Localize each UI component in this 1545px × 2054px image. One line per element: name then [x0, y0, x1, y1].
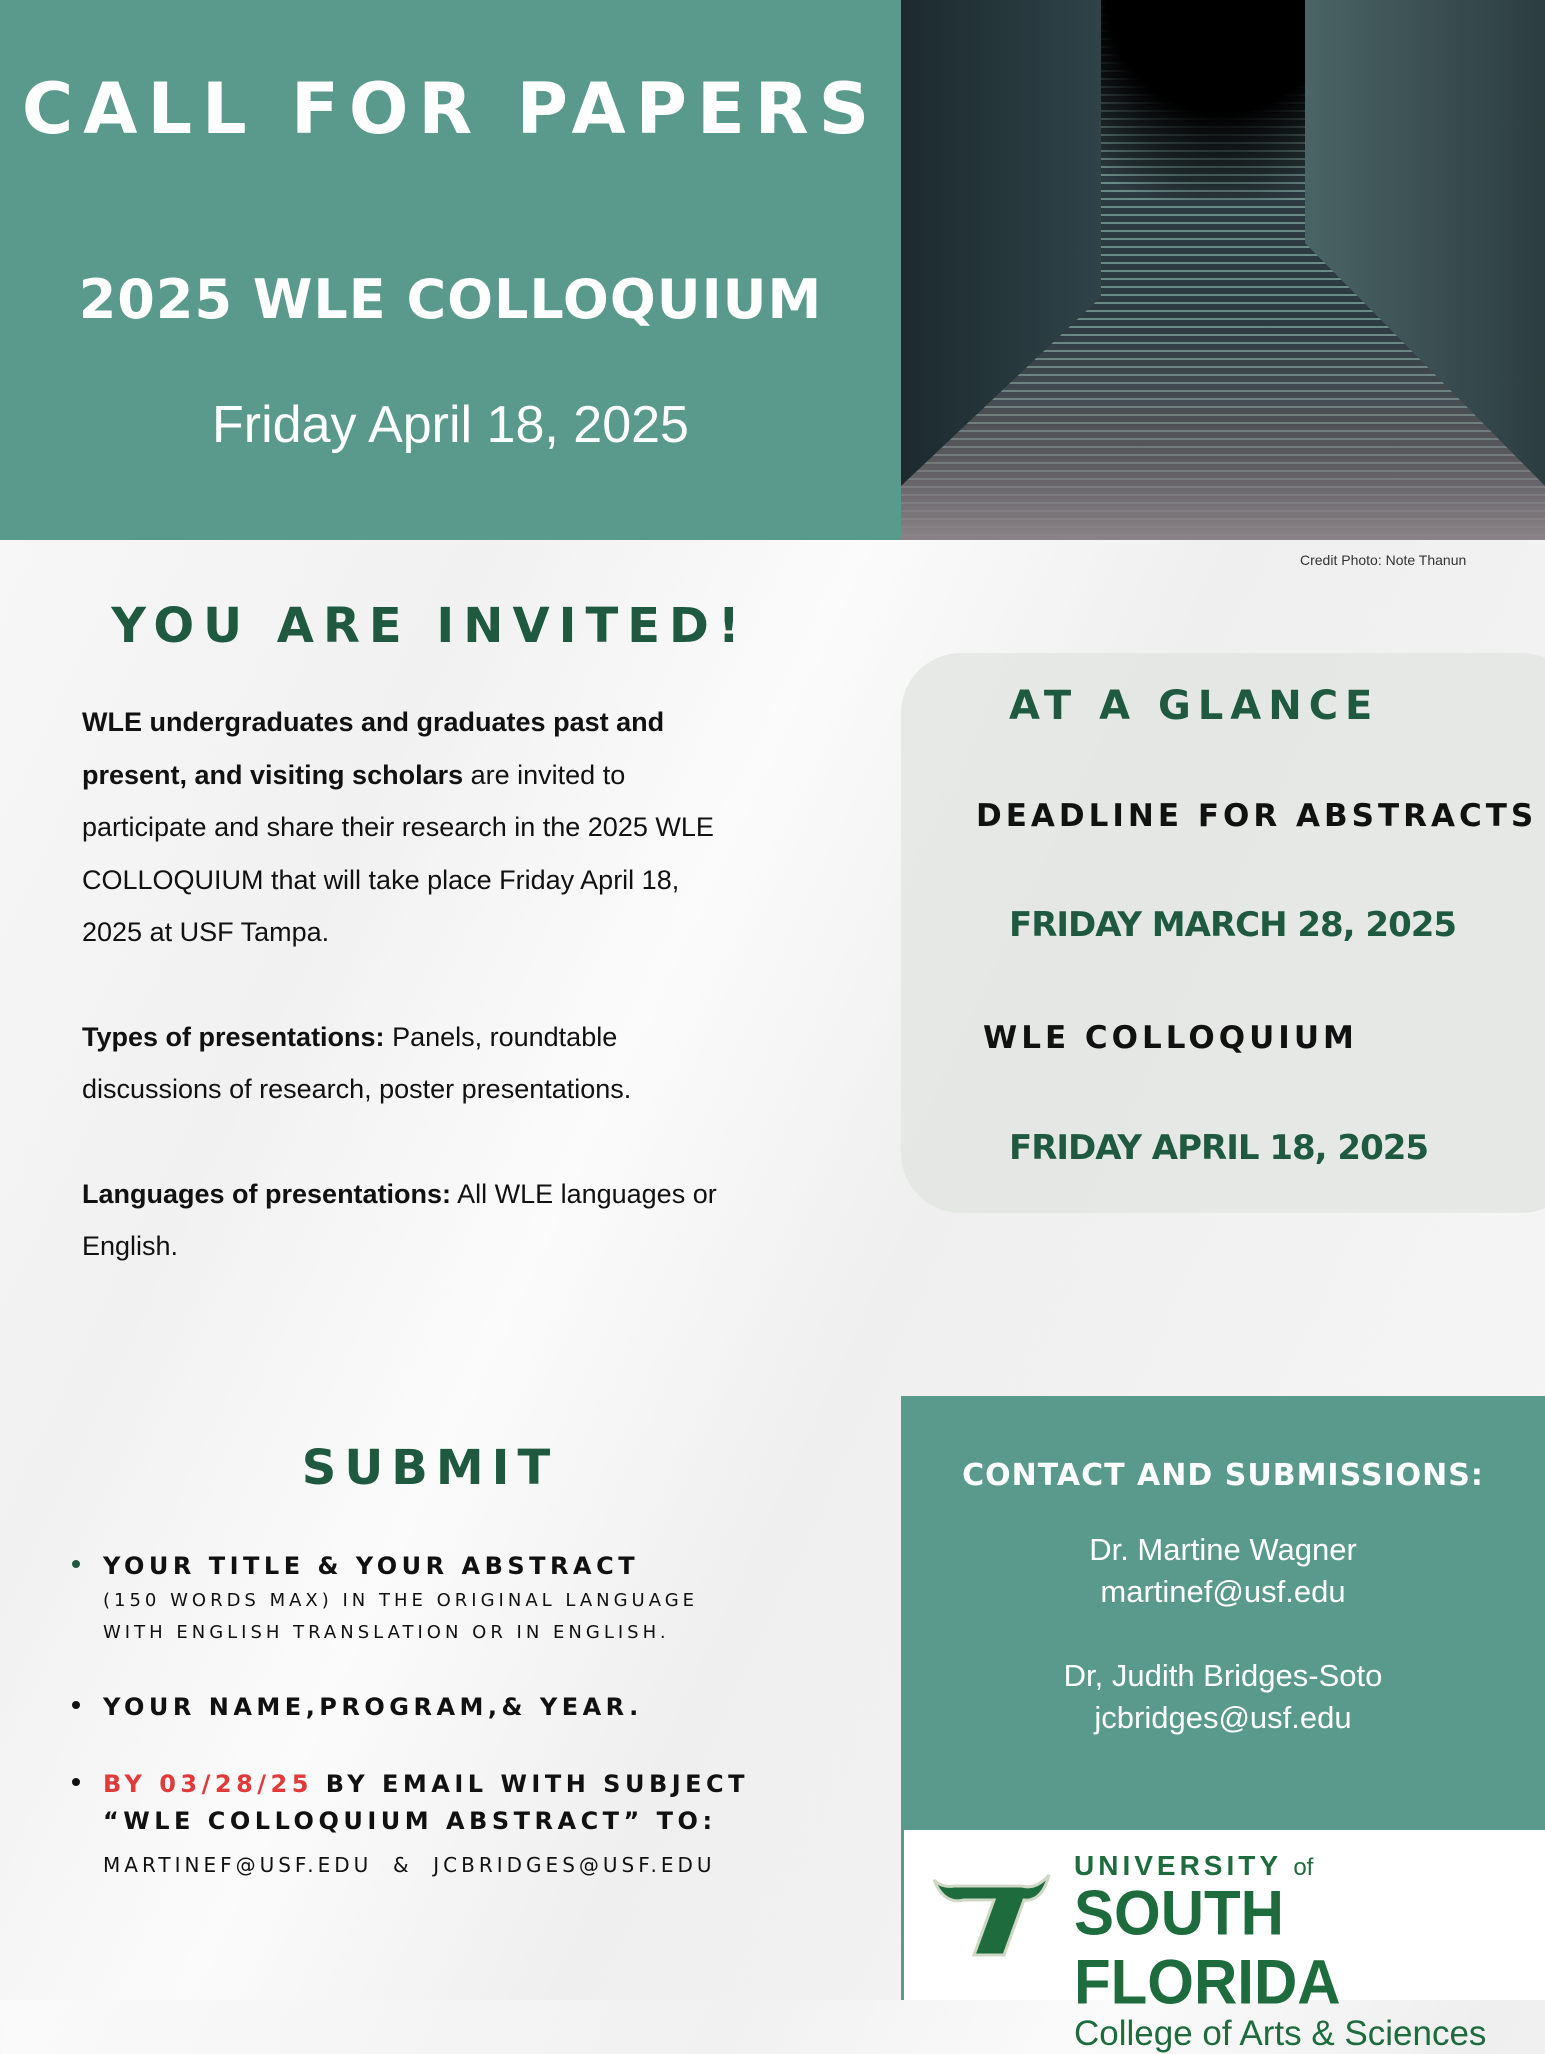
submit-list	[70, 1548, 770, 1880]
at-a-glance-box	[901, 653, 1545, 1213]
invite-text: are invited to participate and share their research in the 2025 WLE COLLOQUIUM that will take place Friday April 18, 2025 at USF Tampa.	[82, 759, 714, 947]
contact-email[interactable]: jcbridges@usf.edu	[1094, 1700, 1352, 1735]
contact-name: Dr. Martine Wagner	[1089, 1532, 1357, 1567]
bullet-icon	[72, 1560, 80, 1568]
event-name: 2025 WLE COLLOQUIUM	[78, 268, 823, 331]
submit-heading: SUBMIT	[301, 1440, 559, 1496]
types-text: Panels, roundtable discussions of research, poster presentations.	[82, 1021, 632, 1104]
contact-name: Dr, Judith Bridges-Soto	[1063, 1658, 1383, 1693]
bullet-icon	[72, 1778, 80, 1786]
item-detail: (150 WORDS MAX) IN THE ORIGINAL LANGUAGE WITH ENGLISH TRANSLATION OR IN ENGLISH.	[103, 1590, 699, 1643]
deadline-label: DEADLINE FOR ABSTRACTS	[976, 798, 1538, 834]
bull-horns-icon	[924, 1860, 1054, 1970]
header-banner	[0, 0, 901, 540]
invite-paragraph	[82, 696, 742, 959]
invite-heading: YOU ARE INVITED!	[111, 598, 749, 654]
staircase-photo	[901, 0, 1545, 540]
logo-college: College of Arts & Sciences	[1074, 2014, 1487, 2053]
bullet-icon	[72, 1701, 80, 1709]
logo-south-florida: SOUTH FLORIDA	[1074, 1877, 1341, 2018]
event-date: Friday April 18, 2025	[212, 396, 689, 454]
languages-text: All WLE languages or English.	[82, 1178, 717, 1261]
item-title: YOUR TITLE & YOUR ABSTRACT	[103, 1552, 640, 1580]
list-item	[70, 1548, 770, 1649]
deadline-highlight: BY 03/28/25	[103, 1770, 313, 1798]
photo-credit: Credit Photo: Note Thanun	[1300, 552, 1467, 568]
contact-box	[901, 1396, 1545, 1830]
invite-body	[82, 696, 742, 1325]
logo-university: UNIVERSITY	[1074, 1850, 1282, 1881]
page-title: CALL FOR PAPERS	[21, 68, 880, 150]
invite-bold: WLE undergraduates and graduates past and present, and visiting scholars	[82, 707, 665, 790]
languages-paragraph	[82, 1168, 742, 1273]
item-title: YOUR NAME,PROGRAM,& YEAR.	[103, 1693, 643, 1721]
logo-of: of	[1293, 1854, 1314, 1881]
usf-logo	[901, 1830, 1545, 2053]
list-item	[70, 1766, 770, 1840]
colloquium-date: FRIDAY APRIL 18, 2025	[1009, 1128, 1429, 1168]
item-text: BY EMAIL WITH SUBJECT “WLE COLLOQUIUM ABSTRACT” TO:	[103, 1770, 750, 1835]
submission-emails[interactable]: MARTINEF@USF.EDU & JCBRIDGES@USF.EDU	[103, 1853, 716, 1877]
glance-title: AT A GLANCE	[1009, 683, 1380, 729]
types-paragraph	[82, 1011, 742, 1116]
types-label: Types of presentations:	[82, 1021, 385, 1052]
languages-label: Languages of presentations:	[82, 1178, 452, 1209]
colloquium-label: WLE COLLOQUIUM	[983, 1020, 1358, 1056]
photo-wall-left	[901, 0, 1101, 540]
contact-email[interactable]: martinef@usf.edu	[1100, 1574, 1346, 1609]
list-item	[70, 1689, 770, 1726]
photo-wall-right	[1305, 0, 1545, 540]
deadline-date: FRIDAY MARCH 28, 2025	[1009, 905, 1457, 945]
contact-title: CONTACT AND SUBMISSIONS:	[962, 1458, 1484, 1493]
